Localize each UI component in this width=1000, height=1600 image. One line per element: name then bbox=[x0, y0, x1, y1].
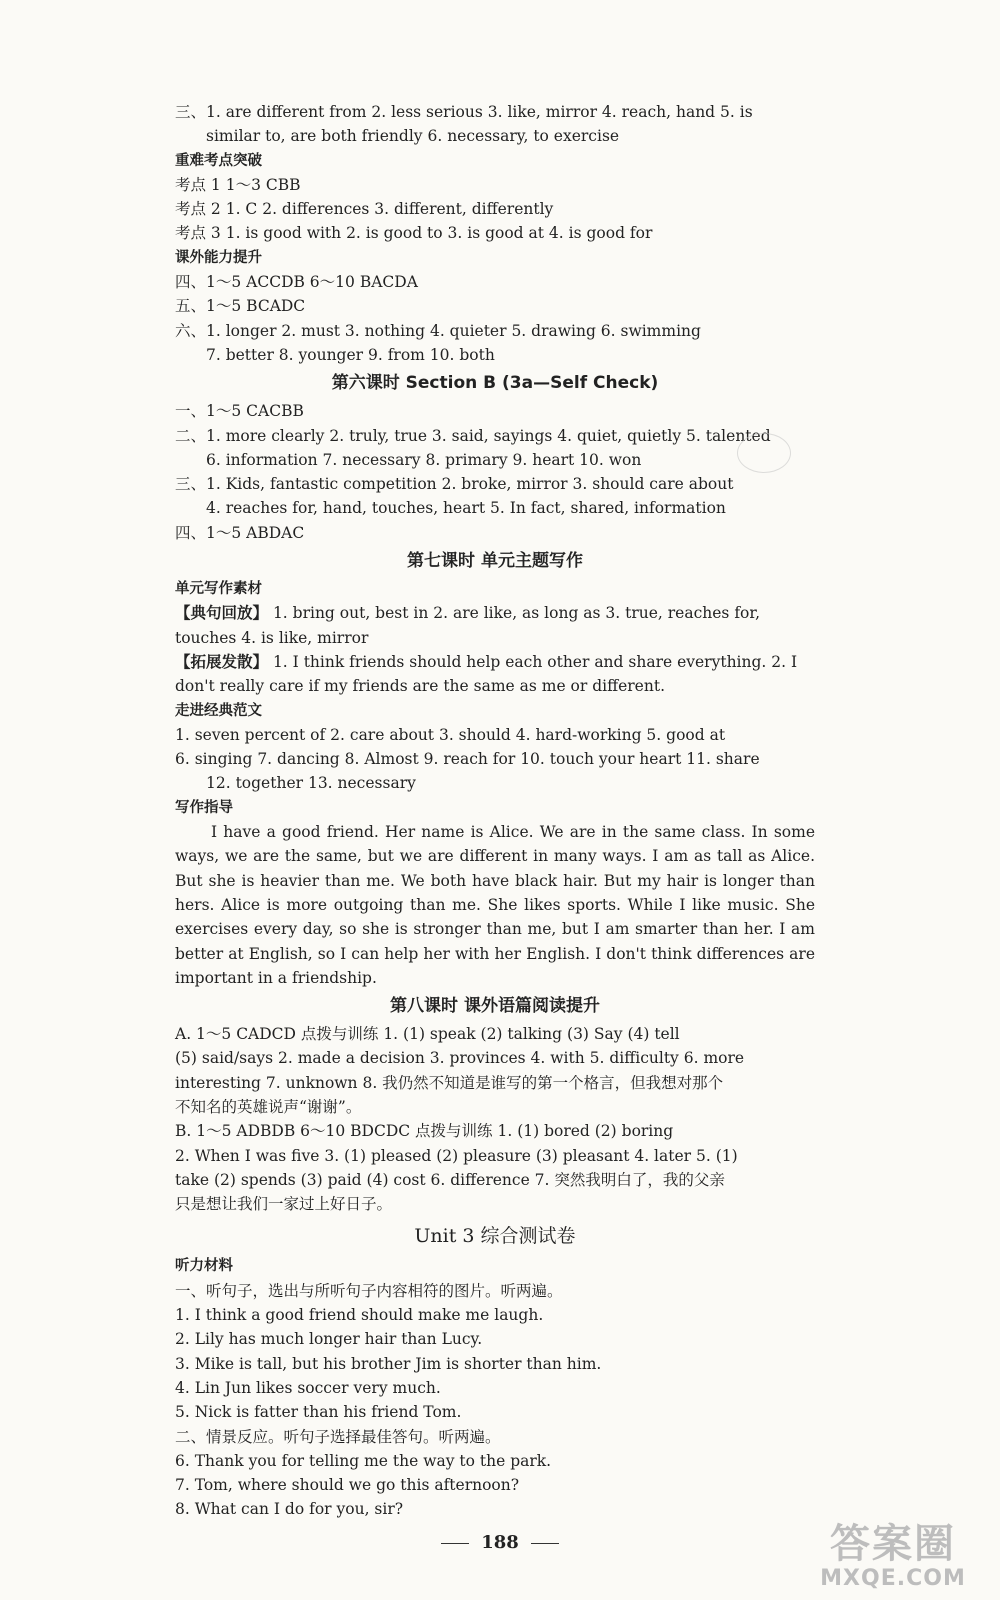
listening-sentence-2: 2. Lily has much longer hair than Lucy. bbox=[175, 1330, 483, 1349]
extracurricular-line-2: 五、1～5 BCADC bbox=[175, 297, 306, 316]
unit-3-title: Unit 3 综合测试卷 bbox=[414, 1225, 576, 1248]
lesson-7-line-5: 1. seven percent of 2. care about 3. should 4. hard-working 5. good at bbox=[175, 725, 726, 744]
watermark-url: MXQE.COM bbox=[820, 1566, 966, 1591]
tag-extension: 【拓展发散】 bbox=[175, 652, 269, 671]
lesson-8-title: 第八课时 课外语篇阅读提升 bbox=[390, 996, 600, 1017]
page-number-right-dash bbox=[531, 1543, 559, 1544]
lesson-7-line-6: 6. singing 7. dancing 8. Almost 9. reach for 10. touch your heart 11. share bbox=[175, 750, 760, 769]
extracurricular-line-3: 六、1. longer 2. must 3. nothing 4. quieter 5. drawing 6. swimming bbox=[175, 321, 701, 340]
heading-key-points: 重难考点突破 bbox=[175, 152, 262, 169]
faint-stamp-mark bbox=[737, 433, 791, 473]
lesson-7-line-1-text: 1. bring out, best in 2. are like, as long as 3. true, reaches for, bbox=[268, 604, 761, 623]
listening-sentence-1: 1. I think a good friend should make me laugh. bbox=[175, 1306, 544, 1325]
lesson-6-line-4: 三、1. Kids, fantastic competition 2. broke, mirror 3. should care about bbox=[175, 475, 734, 494]
key-point-2: 考点 2 1. C 2. differences 3. different, differently bbox=[175, 200, 554, 219]
listening-sentence-3: 3. Mike is tall, but his brother Jim is shorter than him. bbox=[175, 1354, 602, 1373]
heading-writing-guide: 写作指导 bbox=[175, 799, 233, 816]
lesson-8-line-5: B. 1～5 ADBDB 6～10 BDCDC 点拨与训练 1. (1) bored (2) boring bbox=[175, 1122, 674, 1141]
heading-writing-materials: 单元写作素材 bbox=[175, 581, 262, 598]
lesson-8-line-2: (5) said/says 2. made a decision 3. provinces 4. with 5. difficulty 6. more bbox=[175, 1049, 745, 1068]
lesson-7-line-2: touches 4. is like, mirror bbox=[175, 628, 369, 647]
answer-page bbox=[175, 100, 815, 1522]
extracurricular-line-1: 四、1～5 ACCDB 6～10 BACDA bbox=[175, 273, 418, 292]
lesson-6-line-2: 二、1. more clearly 2. truly, true 3. said, sayings 4. quiet, quietly 5. talented bbox=[175, 426, 771, 445]
lesson-6-line-5: 4. reaches for, hand, touches, heart 5. In fact, shared, information bbox=[206, 499, 726, 518]
lesson-7-line-1 bbox=[175, 601, 815, 625]
lesson-7-line-3-text: 1. I think friends should help each other and share everything. 2. I bbox=[268, 652, 798, 671]
lesson-8-line-8: 只是想让我们一家过上好日子。 bbox=[175, 1195, 393, 1214]
lesson-8-line-1: A. 1～5 CADCD 点拨与训练 1. (1) speak (2) talking (3) Say (4) tell bbox=[175, 1025, 680, 1044]
extracurricular-line-4: 7. better 8. younger 9. from 10. both bbox=[206, 345, 495, 364]
key-point-3: 考点 3 1. is good with 2. is good to 3. is good at 4. is good for bbox=[175, 224, 653, 243]
listening-part-1: 一、听句子，选出与所听句子内容相符的图片。听两遍。 bbox=[175, 1281, 563, 1300]
lesson-8-line-3: interesting 7. unknown 8. 我仍然不知道是谁写的第一个格言，但我想对那个 bbox=[175, 1073, 724, 1092]
heading-model-essay: 走进经典范文 bbox=[175, 702, 262, 719]
lesson-6-line-6: 四、1～5 ABDAC bbox=[175, 523, 305, 542]
listening-sentence-7: 7. Tom, where should we go this afternoon? bbox=[175, 1476, 520, 1495]
lesson-7-line-4: don't really care if my friends are the same as me or different. bbox=[175, 677, 665, 696]
page-number-left-dash bbox=[441, 1543, 469, 1544]
watermark-logo bbox=[798, 1522, 988, 1592]
lesson-7-line-7: 12. together 13. necessary bbox=[206, 774, 416, 793]
tag-classic-sentences: 【典句回放】 bbox=[175, 604, 269, 623]
lesson-8-line-4: 不知名的英雄说声“谢谢”。 bbox=[175, 1097, 362, 1116]
lesson-8-line-6: 2. When I was five 3. (1) pleased (2) pleasure (3) pleasant 4. later 5. (1) bbox=[175, 1146, 738, 1165]
listening-sentence-8: 8. What can I do for you, sir? bbox=[175, 1500, 404, 1519]
key-point-1: 考点 1 1～3 CBB bbox=[175, 175, 301, 194]
lesson-7-title: 第七课时 单元主题写作 bbox=[407, 551, 583, 572]
section-3-line-1: 三、1. are different from 2. less serious 3. like, mirror 4. reach, hand 5. is bbox=[175, 103, 753, 121]
heading-listening: 听力材料 bbox=[175, 1258, 233, 1275]
listening-sentence-6: 6. Thank you for telling me the way to the park. bbox=[175, 1451, 552, 1470]
lesson-7-line-3 bbox=[175, 650, 815, 674]
listening-sentence-4: 4. Lin Jun likes soccer very much. bbox=[175, 1378, 441, 1397]
listening-sentence-5: 5. Nick is fatter than his friend Tom. bbox=[175, 1403, 462, 1422]
heading-extracurricular: 课外能力提升 bbox=[175, 249, 262, 266]
watermark-chinese: 答案圈 bbox=[830, 1521, 956, 1567]
model-essay bbox=[175, 820, 815, 990]
lesson-8-line-7: take (2) spends (3) paid (4) cost 6. difference 7. 突然我明白了，我的父亲 bbox=[175, 1170, 725, 1189]
listening-part-2: 二、情景反应。听句子选择最佳答句。听两遍。 bbox=[175, 1427, 501, 1446]
section-3-line-2: similar to, are both friendly 6. necessary, to exercise bbox=[206, 127, 620, 146]
lesson-6-line-3: 6. information 7. necessary 8. primary 9. heart 10. won bbox=[206, 450, 642, 469]
page-number-text: 188 bbox=[481, 1532, 519, 1553]
model-essay-text: I have a good friend. Her name is Alice. We are in the same class. In some ways, we are the same, but we are different in many ways. I am as tall as Alice. But she is heavier than me. We both have black hair. But my hair is longer than hers. Alice is more outgoing than me. She likes sports. While I like music. She exercises every day, so she is stronger than me, but I am smarter than her. I am better at English, so I can help her with her English. I don't think differences are important in a friendship. bbox=[175, 823, 815, 987]
lesson-6-title: 第六课时 Section B (3a—Self Check) bbox=[331, 373, 659, 394]
lesson-6-line-1: 一、1～5 CACBB bbox=[175, 402, 304, 421]
